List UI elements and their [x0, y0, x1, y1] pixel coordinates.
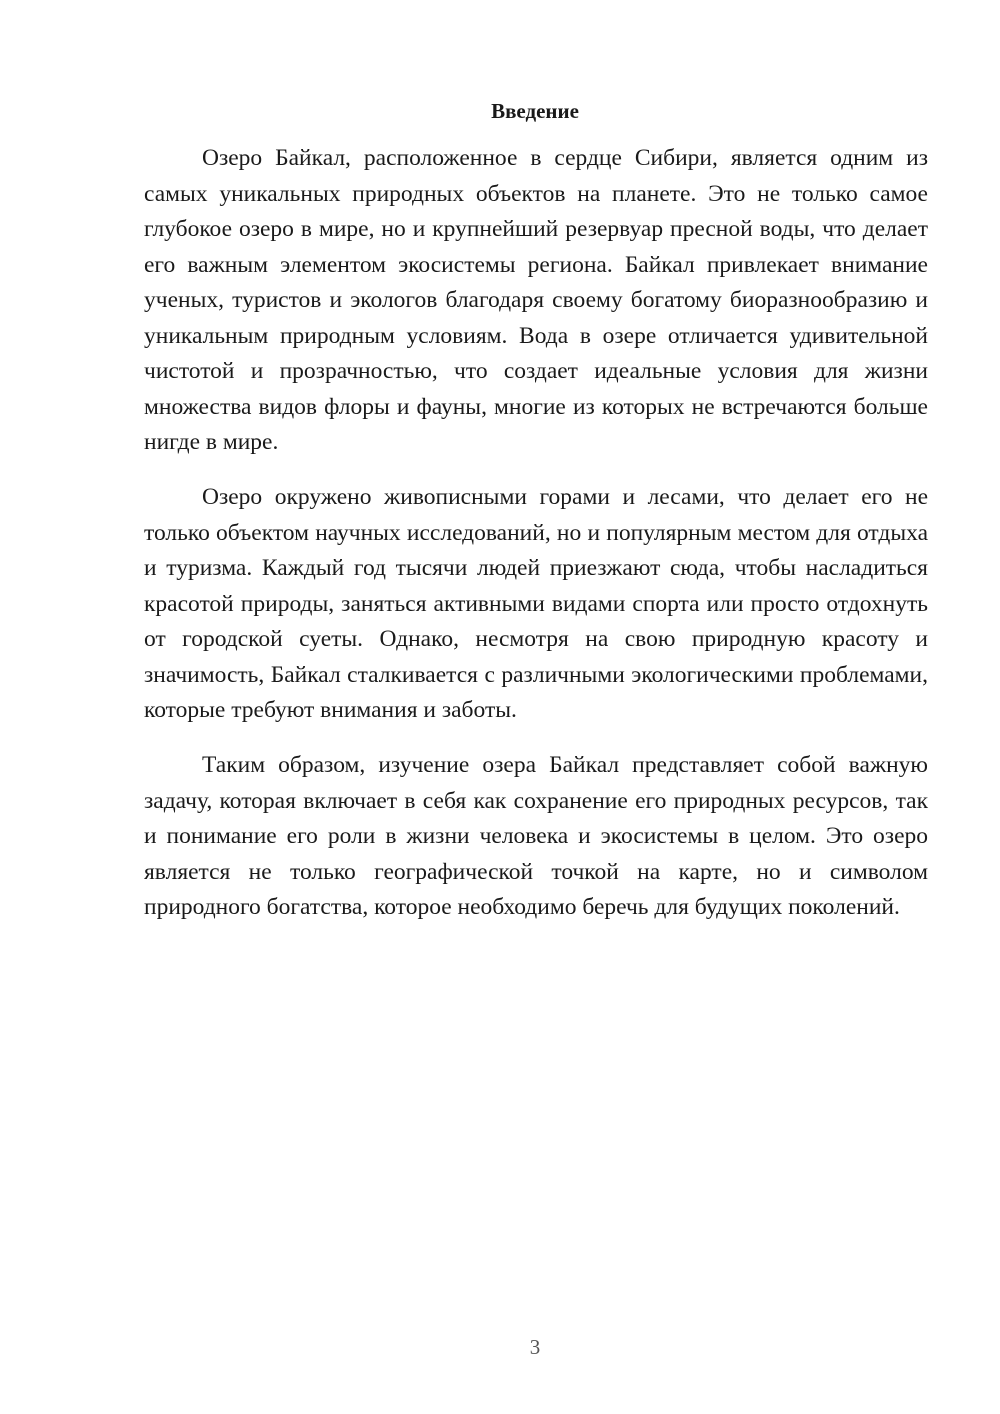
section-title: Введение: [491, 99, 579, 123]
paragraph-tourism: Озеро окружено живописными горами и лесами, что делает его не только объектом научных исследований, но и популярным местом для отдыха и туризма. Каждый год тысячи людей приезжают сюда, чтобы насладиться красотой природы, заняться активными видами спорта или просто отдохнуть от городской суеты. Однако, несмотря на свою природную красоту и значимость, Байкал сталкивается с различными экологическими проблемами, которые требуют внимания и заботы.: [144, 484, 928, 723]
paragraph-intro: Озеро Байкал, расположенное в сердце Сибири, является одним из самых уникальных природных объектов на планете. Это не только самое глубокое озеро в мире, но и крупнейший резервуар пресной воды, что делает его важным элементом экосистемы региона. Байкал привлекает внимание ученых, туристов и экологов благодаря своему богатому биоразнообразию и уникальным природным условиям. Вода в озере отличается удивительной чистотой и прозрачностью, что создает идеальные условия для жизни множества видов флоры и фауны, многие из которых не встречаются больше нигде в мире.: [144, 145, 928, 455]
page-number: 3: [529, 1335, 541, 1359]
paragraph-conclusion: Таким образом, изучение озера Байкал представляет собой важную задачу, которая включает в себя как сохранение его природных ресурсов, так и понимание его роли в жизни человека и экосистемы в целом. Это озеро является не только географической точкой на карте, но и символом природного богатства, которое необходимо беречь для будущих поколений.: [144, 752, 928, 920]
